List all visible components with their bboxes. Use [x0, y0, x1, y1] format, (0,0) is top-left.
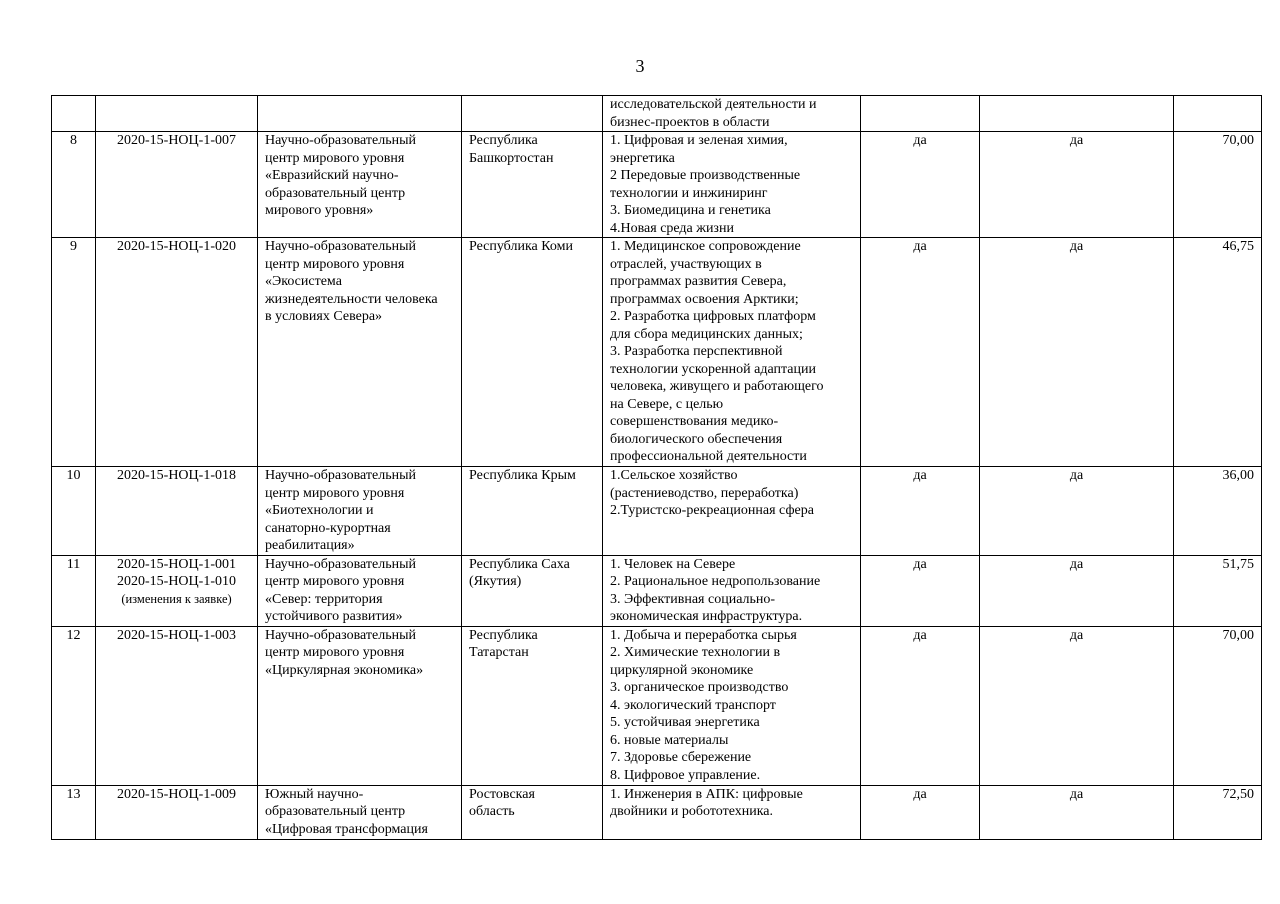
- region-line: Ростовская: [469, 786, 535, 802]
- project-code: 2020-15-НОЦ-1-018: [117, 468, 236, 483]
- region-line: Башкортостан: [469, 150, 554, 166]
- direction-line: экономическая инфраструктура.: [610, 609, 803, 624]
- name-line: Научно-образовательный: [265, 239, 416, 254]
- table-row: [52, 238, 1262, 467]
- cell-code: [96, 132, 258, 238]
- cell-region: [462, 132, 603, 238]
- cell-col7: да: [980, 238, 1174, 467]
- cell-name: [258, 132, 462, 238]
- project-code: 2020-15-НОЦ-1-001: [117, 556, 236, 572]
- direction-line: 3. Разработка перспективной: [610, 344, 783, 359]
- name-line: центр мирового уровня: [265, 256, 405, 272]
- cell-number: 11: [52, 555, 96, 626]
- cell-directions: [603, 785, 861, 839]
- cell-code: [96, 626, 258, 785]
- cell-region: [462, 555, 603, 626]
- direction-line: 1. Цифровая и зеленая химия,: [610, 133, 788, 148]
- cell-region: [462, 96, 603, 132]
- cell-col6: да: [861, 467, 980, 556]
- region-line: Республика Коми: [469, 239, 573, 254]
- cell-name: [258, 467, 462, 556]
- direction-line: 2. Химические технологии в: [610, 645, 781, 660]
- name-line: реабилитация»: [265, 538, 355, 553]
- name-line: Научно-образовательный: [265, 627, 416, 643]
- cell-col6: да: [861, 238, 980, 467]
- cell-code: [96, 555, 258, 626]
- cell-number: [52, 96, 96, 132]
- cell-region: [462, 467, 603, 556]
- region-line: область: [469, 804, 515, 819]
- name-line: Научно-образовательный: [265, 133, 416, 148]
- cell-score: 70,00: [1174, 626, 1262, 785]
- region-line: Республика Саха: [469, 556, 570, 572]
- name-line: санаторно-курортная: [265, 520, 391, 536]
- cell-col7: да: [980, 785, 1174, 839]
- direction-line: профессиональной деятельности: [610, 449, 807, 464]
- cell-col7: да: [980, 467, 1174, 556]
- direction-line: двойники и робототехника.: [610, 804, 774, 819]
- project-code: 2020-15-НОЦ-1-020: [117, 239, 236, 254]
- cell-col7: да: [980, 132, 1174, 238]
- direction-line: циркулярной экономике: [610, 662, 754, 678]
- direction-line: 4. экологический транспорт: [610, 697, 776, 713]
- name-line: образовательный центр: [265, 804, 406, 819]
- page-number: 3: [635, 56, 645, 76]
- region-line: Татарстан: [469, 645, 529, 660]
- direction-line: 1.Сельское хозяйство: [610, 468, 738, 483]
- name-line: в условиях Севера»: [265, 309, 383, 324]
- cell-code: [96, 467, 258, 556]
- table-row: [52, 555, 1262, 626]
- direction-line: 8. Цифровое управление.: [610, 767, 761, 783]
- table-row: [52, 626, 1262, 785]
- cell-name: [258, 96, 462, 132]
- cell-col6: да: [861, 626, 980, 785]
- direction-line: 6. новые материалы: [610, 732, 729, 748]
- name-line: «Евразийский научно-: [265, 168, 399, 183]
- cell-number: 13: [52, 785, 96, 839]
- cell-directions: [603, 238, 861, 467]
- direction-line: технологии ускоренной адаптации: [610, 361, 817, 377]
- direction-line: программах освоения Арктики;: [610, 291, 799, 307]
- cell-score: 72,50: [1174, 785, 1262, 839]
- direction-line: 1. Добыча и переработка сырья: [610, 627, 797, 643]
- table-row: [52, 785, 1262, 839]
- direction-line: отраслей, участвующих в: [610, 256, 762, 272]
- direction-line: совершенствования медико-: [610, 414, 779, 429]
- cell-code: [96, 785, 258, 839]
- cell-name: [258, 626, 462, 785]
- table-row-continuation: [52, 96, 1262, 132]
- cell-col7: [980, 96, 1174, 132]
- name-line: мирового уровня»: [265, 203, 374, 218]
- centers-table: [51, 95, 1262, 840]
- cell-region: [462, 626, 603, 785]
- direction-line: 2 Передовые производственные: [610, 168, 801, 183]
- name-line: «Циркулярная экономика»: [265, 662, 424, 678]
- cell-code: [96, 96, 258, 132]
- name-line: «Север: территория: [265, 591, 383, 607]
- direction-line: 7. Здоровье сбережение: [610, 750, 752, 765]
- cell-number: 12: [52, 626, 96, 785]
- name-line: центр мирового уровня: [265, 485, 405, 501]
- region-line: Республика: [469, 133, 538, 148]
- project-code: 2020-15-НОЦ-1-003: [117, 627, 236, 643]
- name-line: центр мирового уровня: [265, 574, 405, 589]
- cell-directions: [603, 626, 861, 785]
- direction-line: на Севере, с целью: [610, 396, 724, 412]
- direction-line: 3. Биомедицина и генетика: [610, 203, 771, 218]
- name-line: «Экосистема: [265, 274, 342, 289]
- project-code: 2020-15-НОЦ-1-010: [117, 574, 236, 589]
- cell-directions: [603, 96, 861, 132]
- name-line: Научно-образовательный: [265, 556, 416, 572]
- direction-line: человека, живущего и работающего: [610, 379, 824, 394]
- cell-number: 8: [52, 132, 96, 238]
- direction-line: биологического обеспечения: [610, 431, 783, 447]
- table-row: [52, 467, 1262, 556]
- direction-line: исследовательской деятельности и: [610, 97, 817, 112]
- cell-col7: да: [980, 626, 1174, 785]
- name-line: Научно-образовательный: [265, 468, 416, 483]
- cell-code: [96, 238, 258, 467]
- cell-region: [462, 238, 603, 467]
- direction-line: технологии и инжиниринг: [610, 185, 768, 201]
- name-line: центр мирового уровня: [265, 645, 405, 660]
- cell-name: [258, 555, 462, 626]
- cell-directions: [603, 132, 861, 238]
- cell-name: [258, 785, 462, 839]
- direction-line: 3. Эффективная социально-: [610, 591, 776, 607]
- cell-score: 70,00: [1174, 132, 1262, 238]
- direction-line: для сбора медицинских данных;: [610, 326, 803, 342]
- name-line: образовательный центр: [265, 185, 406, 201]
- cell-score: 51,75: [1174, 555, 1262, 626]
- cell-col6: да: [861, 132, 980, 238]
- cell-number: 10: [52, 467, 96, 556]
- name-line: Южный научно-: [265, 786, 364, 802]
- cell-score: 36,00: [1174, 467, 1262, 556]
- direction-line: программах развития Севера,: [610, 274, 787, 289]
- code-note: (изменения к заявке): [121, 591, 232, 606]
- direction-line: 2. Разработка цифровых платформ: [610, 309, 816, 324]
- name-line: центр мирового уровня: [265, 150, 405, 166]
- direction-line: 1. Инженерия в АПК: цифровые: [610, 786, 803, 802]
- direction-line: 1. Медицинское сопровождение: [610, 239, 801, 254]
- direction-line: 2. Рациональное недропользование: [610, 574, 821, 589]
- region-line: (Якутия): [469, 574, 522, 589]
- direction-line: бизнес-проектов в области: [610, 114, 770, 130]
- cell-number: 9: [52, 238, 96, 467]
- cell-score: [1174, 96, 1262, 132]
- cell-name: [258, 238, 462, 467]
- cell-region: [462, 785, 603, 839]
- cell-directions: [603, 467, 861, 556]
- direction-line: 4.Новая среда жизни: [610, 220, 734, 236]
- name-line: устойчивого развития»: [265, 609, 403, 624]
- direction-line: (растениеводство, переработка): [610, 485, 799, 501]
- direction-line: 1. Человек на Севере: [610, 556, 736, 572]
- project-code: 2020-15-НОЦ-1-009: [117, 786, 236, 802]
- name-line: «Цифровая трансформация: [265, 821, 428, 837]
- cell-col6: [861, 96, 980, 132]
- cell-score: 46,75: [1174, 238, 1262, 467]
- cell-col7: да: [980, 555, 1174, 626]
- cell-directions: [603, 555, 861, 626]
- direction-line: 2.Туристско-рекреационная сфера: [610, 503, 814, 518]
- region-line: Республика Крым: [469, 468, 576, 483]
- cell-col6: да: [861, 785, 980, 839]
- region-line: Республика: [469, 627, 538, 643]
- name-line: «Биотехнологии и: [265, 503, 374, 518]
- table-row: [52, 132, 1262, 238]
- name-line: жизнедеятельности человека: [265, 291, 438, 307]
- direction-line: 5. устойчивая энергетика: [610, 715, 760, 730]
- cell-col6: да: [861, 555, 980, 626]
- direction-line: 3. органическое производство: [610, 680, 789, 695]
- direction-line: энергетика: [610, 150, 675, 166]
- project-code: 2020-15-НОЦ-1-007: [117, 133, 236, 148]
